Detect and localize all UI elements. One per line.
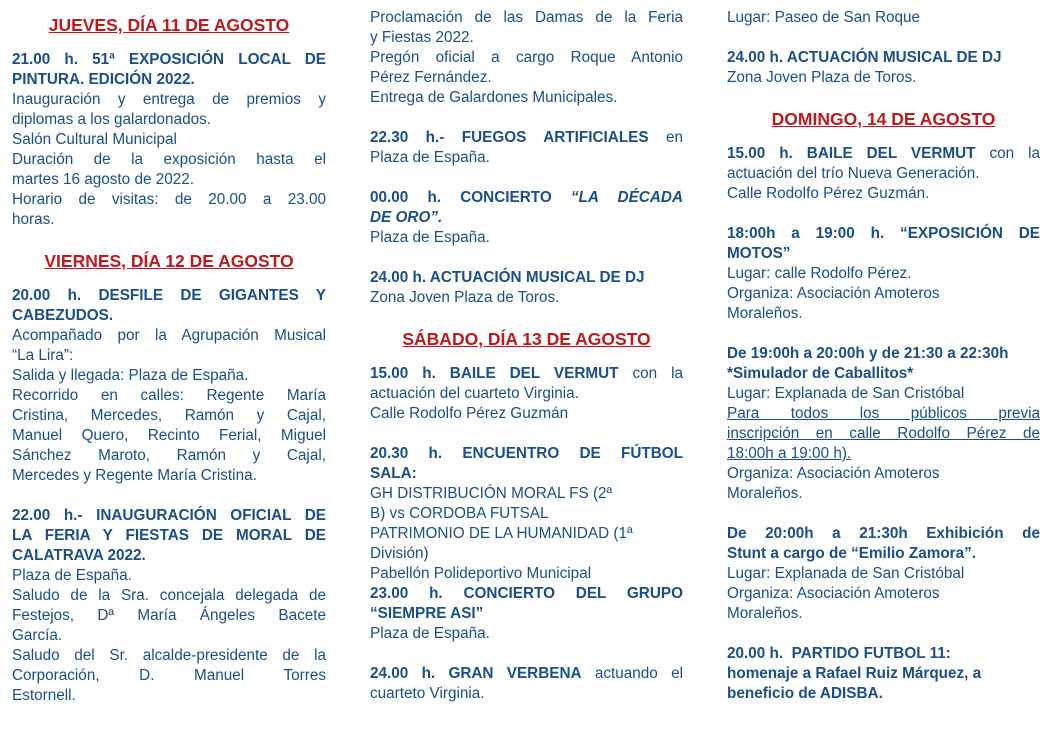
event-detail: Lugar: Paseo de San Roque: [727, 9, 921, 26]
event-vermut-sunday: [727, 144, 1040, 204]
registration-note: inscripción en calle Rodolfo Pérez de: [727, 425, 1040, 442]
event-heading: 22.00 h.- INAUGURACIÓN OFICIAL DE: [12, 507, 326, 524]
event-detail: Horario de visitas: de 20.00 a 23.00: [12, 191, 326, 208]
event-detail: diplomas a los galardonados.: [12, 111, 211, 128]
event-detail: Saludo del Sr. alcalde-presidente de la: [12, 647, 326, 664]
event-detail: Manuel Quero, Recinto Ferial, Miguel: [12, 427, 326, 444]
column-1: [12, 8, 326, 706]
day-heading-thursday: JUEVES, DÍA 11 DE AGOSTO: [48, 15, 290, 35]
event-heading-line: [727, 144, 1040, 164]
event-detail: Moraleños.: [727, 485, 803, 502]
day-heading-saturday: SÁBADO, DÍA 13 DE AGOSTO: [402, 329, 651, 349]
registration-note: Para todos los públicos previa: [727, 405, 1040, 422]
event-detail: Organiza: Asociación Amoteros: [727, 285, 940, 302]
event-detail: actuación del cuarteto Virginia.: [370, 385, 579, 402]
event-heading-line: [370, 188, 683, 208]
event-detail: Moraleños.: [727, 305, 803, 322]
event-heading: 18:00h a 19:00 h. “EXPOSICIÓN DE: [727, 225, 1040, 242]
event-detail: Pérez Fernández.: [370, 69, 492, 86]
event-detail: martes 16 agosto de 2022.: [12, 171, 194, 188]
event-concert-siempre-asi: [370, 584, 683, 644]
event-horse-simulator: [727, 344, 1040, 504]
event-detail: Calle Rodolfo Pérez Guzmán: [370, 405, 569, 422]
event-heading: SALA:: [370, 465, 417, 482]
event-heading: PINTURA. EDICIÓN 2022.: [12, 71, 195, 88]
event-concert-decada-de-oro: [370, 188, 683, 248]
event-detail: García.: [12, 627, 63, 644]
event-heading-suffix: actuando el: [581, 665, 683, 682]
event-detail: Lugar: calle Rodolfo Pérez.: [727, 265, 912, 282]
column-3: [727, 8, 1040, 704]
event-heading: 15.00 h. BAILE DEL VERMUT: [727, 145, 976, 162]
event-heading-suffix: con la: [618, 365, 684, 382]
event-detail: B) vs CORDOBA FUTSAL: [370, 505, 549, 522]
event-detail: Calle Rodolfo Pérez Guzmán.: [727, 185, 930, 202]
event-gran-verbena-continued: [727, 8, 1040, 28]
event-heading: 23.00 h. CONCIERTO DEL GRUPO: [370, 585, 683, 602]
event-football-match: [727, 644, 1040, 704]
event-detail: Salón Cultural Municipal: [12, 131, 177, 148]
event-heading-suffix: con la: [975, 145, 1041, 162]
event-heading: homenaje a Rafael Ruiz Márquez, a: [727, 665, 982, 682]
event-detail: Proclamación de las Damas de la Feria: [370, 9, 683, 26]
event-art-exhibition: [12, 50, 326, 230]
event-heading: 15.00 h. BAILE DEL VERMUT: [370, 365, 619, 382]
event-detail: Festejos, Dª María Ángeles Bacete: [12, 607, 326, 624]
event-detail: Salida y llegada: Plaza de España.: [12, 367, 249, 384]
event-detail: Plaza de España.: [370, 149, 490, 166]
event-detail: GH DISTRIBUCIÓN MORAL FS (2ª: [370, 485, 613, 502]
event-heading: 24.00 h. ACTUACIÓN MUSICAL DE DJ: [370, 269, 645, 286]
event-heading: 24.00 h. GRAN VERBENA: [370, 665, 582, 682]
event-detail: Plaza de España.: [370, 625, 490, 642]
event-heading: MOTOS”: [727, 245, 791, 262]
event-detail: Estornell.: [12, 687, 76, 704]
event-heading: 21.00 h. 51ª EXPOSICIÓN LOCAL DE: [12, 51, 326, 68]
event-heading-suffix: en: [648, 129, 683, 146]
event-detail: Zona Joven Plaza de Toros.: [727, 69, 917, 86]
event-vermut-saturday: [370, 364, 683, 424]
event-detail: Organiza: Asociación Amoteros: [727, 585, 940, 602]
event-detail: Sánchez Maroto, Ramón y Cajal,: [12, 447, 326, 464]
event-heading: CABEZUDOS.: [12, 307, 114, 324]
event-heading: beneficio de ADISBA.: [727, 685, 883, 702]
event-detail: Inauguración y entrega de premios y: [12, 91, 326, 108]
event-detail: Zona Joven Plaza de Toros.: [370, 289, 560, 306]
event-detail: Cristina, Mercedes, Ramón y Cajal,: [12, 407, 326, 424]
event-heading: LA FERIA Y FIESTAS DE MORAL DE: [12, 527, 326, 544]
event-dj-friday: [370, 268, 683, 308]
event-detail: Corporación, D. Manuel Torres: [12, 667, 326, 684]
event-detail: Saludo de la Sra. concejala delegada de: [12, 587, 326, 604]
event-detail: y Fiestas 2022.: [370, 29, 474, 46]
event-heading-italic: “LA DÉCADA: [570, 189, 683, 206]
event-detail: Duración de la exposición hasta el: [12, 151, 326, 168]
event-detail: horas.: [12, 211, 55, 228]
event-detail: Acompañado por la Agrupación Musical: [12, 327, 326, 344]
event-heading-line: [370, 364, 683, 384]
event-heading: “SIEMPRE ASI”: [370, 605, 484, 622]
event-stunt-exhibition: [727, 524, 1040, 624]
event-heading: 24.00 h. ACTUACIÓN MUSICAL DE DJ: [727, 49, 1002, 66]
event-heading: 20.00 h. PARTIDO FUTBOL 11:: [727, 645, 951, 662]
event-detail: Plaza de España.: [12, 567, 132, 584]
event-heading: 20.30 h. ENCUENTRO DE FÚTBOL: [370, 445, 683, 462]
event-heading: *Simulador de Caballitos*: [727, 365, 914, 382]
event-detail: Organiza: Asociación Amoteros: [727, 465, 940, 482]
event-detail: Lugar: Explanada de San Cristóbal: [727, 565, 965, 582]
event-gran-verbena: [370, 664, 683, 704]
event-detail: Plaza de España.: [370, 229, 490, 246]
day-heading-sunday: DOMINGO, 14 DE AGOSTO: [771, 109, 996, 129]
event-heading: De 20:00h a 21:30h Exhibición de: [727, 525, 1040, 542]
event-official-opening: [12, 506, 326, 706]
event-heading: CALATRAVA 2022.: [12, 547, 146, 564]
event-dj-saturday: [727, 48, 1040, 88]
event-detail: Pabellón Polideportivo Municipal: [370, 565, 592, 582]
event-heading-italic: DE ORO”.: [370, 209, 443, 226]
event-heading-line: [370, 128, 683, 148]
event-detail: Pregón oficial a cargo Roque Antonio: [370, 49, 683, 66]
event-motorbike-exhibition: [727, 224, 1040, 324]
event-detail: “La Lira”:: [12, 347, 74, 364]
event-official-opening-continued: [370, 8, 683, 108]
event-detail: Recorrido en calles: Regente María: [12, 387, 326, 404]
event-detail: cuarteto Virginia.: [370, 685, 485, 702]
event-detail: Moraleños.: [727, 605, 803, 622]
event-heading: 00.00 h. CONCIERTO: [370, 189, 552, 206]
event-giants-parade: [12, 286, 326, 486]
event-detail: actuación del trío Nueva Generación.: [727, 165, 980, 182]
event-detail: PATRIMONIO DE LA HUMANIDAD (1ª: [370, 525, 633, 542]
event-heading: Stunt a cargo de “Emilio Zamora”.: [727, 545, 977, 562]
event-heading: 20.00 h. DESFILE DE GIGANTES Y: [12, 287, 326, 304]
event-futsal-match: [370, 444, 683, 584]
event-heading: De 19:00h a 20:00h y de 21:30 a 22:30h: [727, 345, 1009, 362]
event-detail: Mercedes y Regente María Cristina.: [12, 467, 257, 484]
event-detail: División): [370, 545, 429, 562]
event-heading-line: [370, 664, 683, 684]
event-fireworks: [370, 128, 683, 168]
registration-note: 18:00h a 19:00 h).: [727, 445, 852, 462]
event-heading: 22.30 h.- FUEGOS ARTIFICIALES: [370, 129, 649, 146]
event-detail: Entrega de Galardones Municipales.: [370, 89, 618, 106]
event-detail: Lugar: Explanada de San Cristóbal: [727, 385, 965, 402]
column-2: [370, 8, 683, 704]
day-heading-friday: VIERNES, DÍA 12 DE AGOSTO: [44, 251, 294, 271]
